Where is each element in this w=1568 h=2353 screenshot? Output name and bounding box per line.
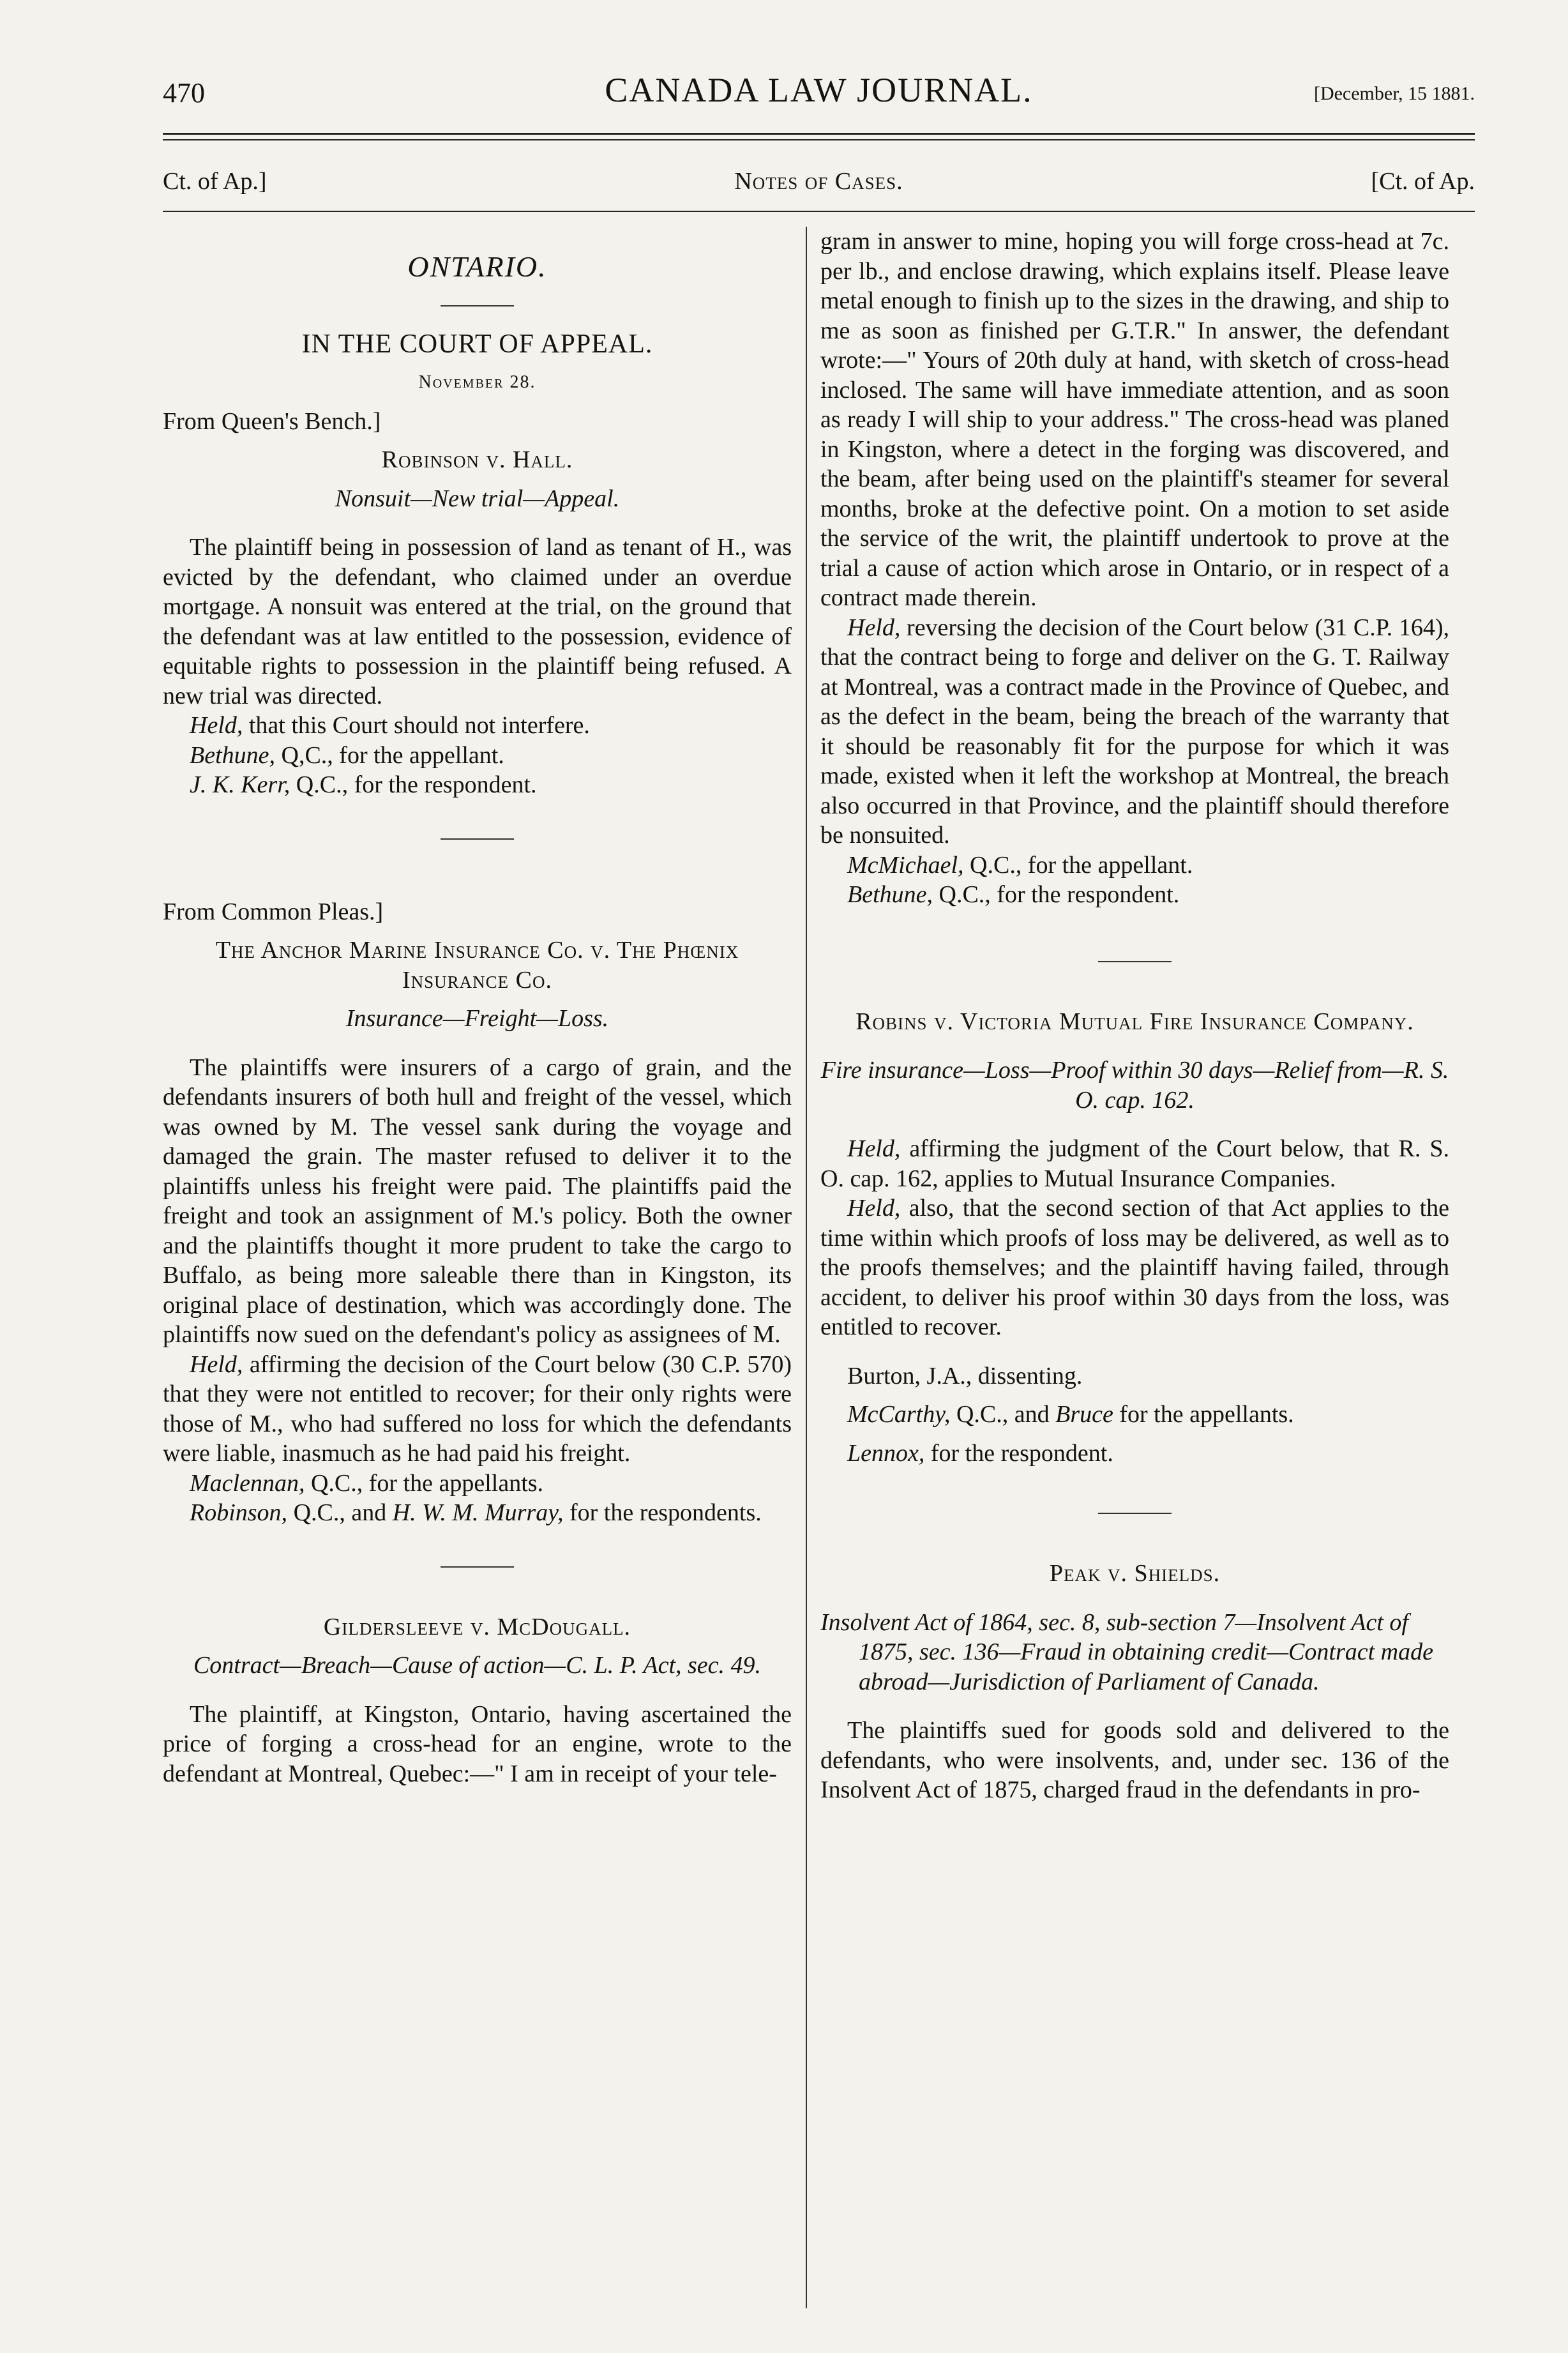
case1-counsel2-name: J. K. Kerr,: [190, 771, 290, 798]
running-head-left: Ct. of Ap.]: [163, 168, 267, 195]
case1-from: From Queen's Bench.]: [163, 407, 381, 435]
case3-counsel2-text: Q.C., for the respondent.: [933, 881, 1180, 908]
case2-held-label: Held,: [190, 1351, 243, 1378]
case4-held-2: [820, 1193, 1449, 1342]
header-rule-top: [163, 133, 1475, 135]
case2-subject: Insurance—Freight—Loss.: [345, 1005, 609, 1032]
case1-subject: Nonsuit—New trial—Appeal.: [335, 485, 620, 512]
case1-counsel2-text: Q.C., for the respondent.: [290, 771, 537, 798]
case1-counsel-respondent: [163, 770, 792, 800]
case4-held1-label: Held,: [847, 1135, 901, 1162]
case3-counsel-appellant: [820, 851, 1449, 881]
case4-held2-label: Held,: [847, 1195, 901, 1222]
case1-held: [163, 711, 792, 741]
case2-held: [163, 1350, 792, 1469]
case3-body-continued: gram in answer to mine, hoping you will forge cross-head at 7c. per lb., and enclose drawing, which explains itself. Please leave metal enough to finish up to the sizes in the drawing, and ship to me as soon as finished per G.T.R." In answer, the defendant wrote:—" Yours of 20th duly at hand, with sketch of cross-head inclosed. The same will have immediate attention, and as soon as ready I will ship to your address." The cross-head was planed in Kingston, where a detect in the forging was discovered, and the beam, after being used on the plaintiff's steamer for several months, broke at the defective point. On a motion to set aside the service of the writ, the plaintiff undertook to prove at the trial a cause of action which arose in Ontario, or in respect of a contract made therein.: [820, 228, 1449, 611]
case1-held-text: that this Court should not interfere.: [243, 712, 590, 739]
case4-counsel2-text: for the respondent.: [924, 1439, 1113, 1467]
case3-counsel-respondent: [820, 880, 1449, 910]
case1-title: Robinson v. Hall.: [381, 446, 573, 473]
case3-held-text: reversing the decision of the Court below (31 C.P. 164), that the contract being to forge and deliver on the G. T. Railway at Montreal, was a contract made in the Province of Quebec, and as the defect in the beam, being the breach of the warranty that it should be reasonably fit for the purpose for which it was made, existed when it left the workshop at Montreal, the breach also occurred in that Province, and the plaintiff should therefore be nonsuited.: [820, 614, 1449, 849]
case4-counsel1-name2: Bruce: [1055, 1401, 1113, 1428]
case2-held-text: affirming the decision of the Court below (30 C.P. 570) that they were not entitled to recover; for their only rights were those of M., who had suffered no loss for which the defendants were liable, inasmuch as he had paid his freight.: [163, 1351, 792, 1467]
case4-title: Robins v. Victoria Mutual Fire Insurance Company.: [856, 1008, 1414, 1035]
running-head: [163, 167, 1475, 206]
journal-page: [163, 57, 1475, 2331]
case4-held1-text: affirming the judgment of the Court below, that R. S. O. cap. 162, applies to Mutual Insurance Companies.: [820, 1135, 1449, 1192]
case3-subject: Contract—Breach—Cause of action—C. L. P. Act, sec. 49.: [193, 1652, 762, 1679]
case2-counsel1-name: Maclennan,: [190, 1469, 305, 1497]
case2-counsel-respondents: [163, 1498, 792, 1528]
case2-counsel1-text: Q.C., for the appellants.: [305, 1469, 544, 1497]
case4-held-1: [820, 1134, 1449, 1193]
section-dash: [441, 305, 514, 306]
right-column: [820, 227, 1449, 1805]
section-dash: [441, 838, 514, 840]
case1-body: The plaintiff being in possession of land as tenant of H., was evicted by the defendant, who claimed under an overdue mortgage. A nonsuit was entered at the trial, on the ground that the defendant was at law entitled to the possession, evidence of equitable rights to possession in the plaintiff being refused. A new trial was directed.: [163, 534, 792, 709]
case3-counsel2-name: Bethune,: [847, 881, 933, 908]
journal-title: CANADA LAW JOURNAL.: [605, 71, 1033, 109]
case4-dissent: Burton, J.A., dissenting.: [847, 1362, 1083, 1389]
running-head-rule: [163, 211, 1475, 212]
case1-held-label: Held,: [190, 712, 243, 739]
section-dash: [441, 1566, 514, 1568]
header-rule-bottom: [163, 139, 1475, 140]
case2-counsel2-mid: Q.C., and: [287, 1499, 393, 1526]
case3-title: Gildersleeve v. McDougall.: [323, 1613, 631, 1640]
case1-counsel1-text: Q,C., for the appellant.: [275, 741, 504, 769]
case2-counsel2-name: Robinson,: [190, 1499, 288, 1526]
case4-counsel1-mid: Q.C., and: [950, 1401, 1056, 1428]
issue-date: [December, 15 1881.: [1313, 83, 1475, 104]
page-header: [163, 57, 1475, 115]
page-number: 470: [163, 77, 205, 109]
case2-counsel2-name2: H. W. M. Murray,: [392, 1499, 564, 1526]
section-dash: [1098, 1513, 1172, 1514]
case2-from: From Common Pleas.]: [163, 898, 384, 925]
case4-counsel2-name: Lennox,: [847, 1439, 925, 1467]
case2-title: The Anchor Marine Insurance Co. v. The Phœnix Insurance Co.: [215, 937, 739, 994]
case2-body: The plaintiffs were insurers of a cargo of grain, and the defendants insurers of both hull and freight of the vessel, which was owned by M. The vessel sank during the voyage and damaged the grain. The master refused to deliver it to the plaintiffs unless his freight were paid. The plaintiffs paid the freight and took an assignment of M.'s policy. Both the owner and the plaintiffs thought it more prudent to take the cargo to Buffalo, as being more saleable there than in Kingston, its original place of destination, which was accordingly done. The plaintiffs now sued on the defendant's policy as assignees of M.: [163, 1054, 792, 1348]
case4-counsel-respondent: [820, 1439, 1449, 1469]
case5-body: The plaintiffs sued for goods sold and delivered to the defendants, who were insolvents, and, under sec. 136 of the Insolvent Act of 1875, charged fraud in the defendants in pro-: [820, 1717, 1449, 1803]
case4-subject: Fire insurance—Loss—Proof within 30 days—Relief from—R. S. O. cap. 162.: [820, 1057, 1449, 1114]
sitting-date: November 28.: [418, 372, 536, 392]
case5-title: Peak v. Shields.: [1049, 1560, 1221, 1587]
case4-counsel-appellants: [820, 1400, 1449, 1430]
case3-counsel1-text: Q.C., for the appellant.: [963, 851, 1193, 879]
running-head-center: Notes of Cases.: [734, 168, 903, 195]
case3-body: The plaintiff, at Kingston, Ontario, having ascertained the price of forging a cross-head for an engine, wrote to the defendant at Montreal, Quebec:—" I am in receipt of your tele-: [163, 1700, 792, 1787]
section-dash: [1098, 961, 1172, 962]
case2-counsel2-text: for the respondents.: [563, 1499, 762, 1526]
case1-counsel1-name: Bethune,: [190, 741, 276, 769]
case3-counsel1-name: McMichael,: [847, 851, 964, 879]
case4-counsel1-text: for the appellants.: [1113, 1401, 1294, 1428]
case3-held: [820, 613, 1449, 851]
left-column: [163, 227, 792, 1789]
province-heading: ONTARIO.: [407, 250, 547, 283]
case1-counsel-appellant: [163, 741, 792, 771]
case4-counsel1-name: McCarthy,: [847, 1401, 951, 1428]
column-divider: [806, 227, 807, 2308]
case5-subject: Insolvent Act of 1864, sec. 8, sub-section 7—Insolvent Act of 1875, sec. 136—Fraud in obtaining credit—Contract made abroad—Jurisdiction of Parliament of Canada.: [820, 1608, 1433, 1695]
case4-held2-text: also, that the second section of that Act applies to the time within which proofs of loss may be delivered, as well as to the proofs themselves; and the plaintiff having failed, through accident, to deliver his proof within 30 days from the loss, was entitled to recover.: [820, 1195, 1449, 1340]
running-head-right: [Ct. of Ap.: [1371, 168, 1475, 195]
case3-held-label: Held,: [847, 614, 901, 641]
court-title: IN THE COURT OF APPEAL.: [301, 329, 653, 359]
case2-counsel-appellants: [163, 1469, 792, 1499]
